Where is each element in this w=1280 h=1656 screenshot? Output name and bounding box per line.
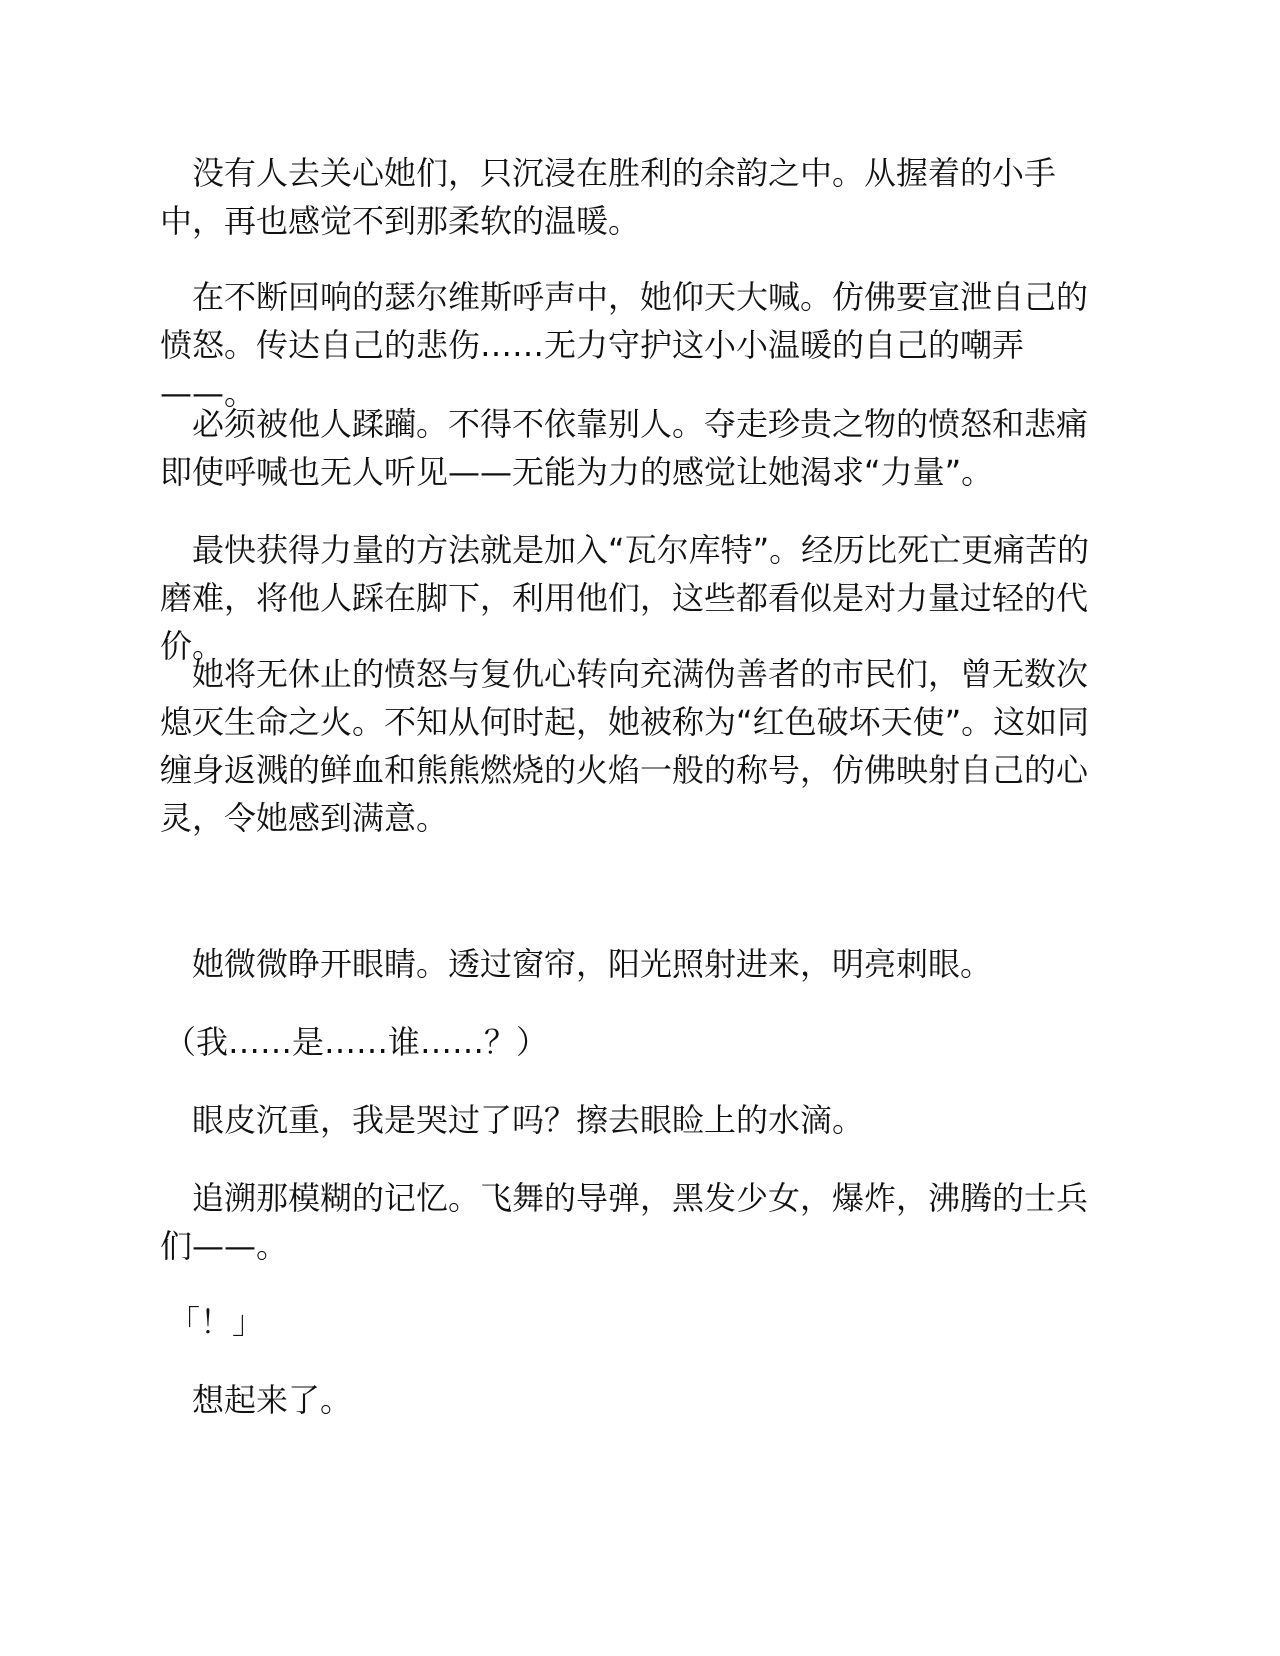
exclamation-line: 「！」	[168, 1303, 265, 1341]
paragraph-6: 她微微睁开眼睛。透过窗帘，阳光照射进来，明亮刺眼。	[192, 945, 993, 983]
paragraph-4: 最快获得力量的方法就是加入“瓦尔库特”。经历比死亡更痛苦的磨难，将他人踩在脚下，利用他们，这些都看似是对力量过轻的代价。	[160, 531, 1090, 665]
paragraph-3: 必须被他人蹂躏。不得不依靠别人。夺走珍贵之物的愤怒和悲痛即使呼喊也无人听见——无能为力的感觉让她渴求“力量”。	[160, 405, 1089, 491]
paragraph-11: 想起来了。	[192, 1381, 353, 1419]
paragraph-2: 在不断回响的瑟尔维斯呼声中，她仰天大喊。仿佛要宣泄自己的愤怒。传达自己的悲伤……无力守护这小小温暖的自己的嘲弄——。	[160, 278, 1089, 412]
paragraph-9: 追溯那模糊的记忆。飞舞的导弹，黑发少女，爆炸，沸腾的士兵们——。	[160, 1179, 1089, 1265]
paragraph-1: 没有人去关心她们，只沉浸在胜利的余韵之中。从握着的小手中，再也感觉不到那柔软的温暖。	[160, 154, 1057, 240]
inner-thought: （我……是……谁……？）	[164, 1023, 549, 1061]
paragraph-5: 她将无休止的愤怒与复仇心转向充满伪善者的市民们，曾无数次熄灭生命之火。不知从何时起，她被称为“红色破坏天使”。这如同缠身返溅的鲜血和熊熊燃烧的火焰一般的称号，仿佛映射自己的心灵，令她感到满意。	[160, 655, 1090, 837]
paragraph-8: 眼皮沉重，我是哭过了吗？擦去眼睑上的水滴。	[192, 1101, 865, 1139]
